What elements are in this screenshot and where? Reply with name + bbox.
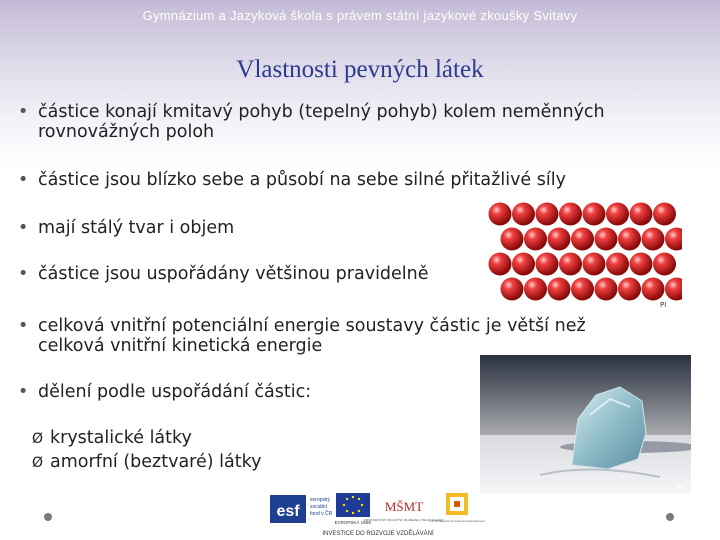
bullet-text: dělení podle uspořádání částic:: [38, 382, 312, 402]
slide-corner-dot: [666, 513, 674, 521]
op-logo: [429, 493, 484, 523]
particle-sphere: [571, 278, 594, 301]
particle-sphere: [583, 203, 606, 226]
particle-sphere: [501, 228, 524, 251]
particle-sphere: [665, 278, 682, 301]
ice-block-photo: [480, 355, 691, 494]
bullet-text: částice jsou uspořádány většinou pravidelně: [38, 264, 429, 284]
esf-caption-line: fond v ČR: [310, 511, 333, 517]
msmt-logo-text: MŠMT: [384, 499, 424, 514]
sub-item-text: amorfní (beztvaré) látky: [50, 452, 262, 472]
particle-sphere: [571, 228, 594, 251]
particle-sphere: [665, 228, 682, 251]
particle-sphere: [548, 278, 571, 301]
bullet-item: [18, 382, 478, 402]
particle-sphere: [536, 203, 559, 226]
particle-sphere: [489, 203, 512, 226]
particle-sphere: [512, 253, 535, 276]
particle-sphere: [489, 253, 512, 276]
particle-sphere: [559, 203, 582, 226]
bullet-text-continued: celková vnitřní kinetická energie: [38, 336, 323, 356]
particle-sphere: [630, 253, 653, 276]
particle-sphere: [512, 203, 535, 226]
bullet-item: [18, 264, 498, 284]
particle-sphere: [606, 253, 629, 276]
particle-sphere: [559, 253, 582, 276]
bullet-item: [18, 218, 478, 238]
op-caption: OP Vzdělávání pro konkurenceschopnost: [429, 519, 485, 523]
bullet-text-continued: rovnovážných poloh: [38, 122, 215, 142]
esf-logo-text: esf: [276, 503, 300, 520]
bullet-dot: •: [18, 218, 29, 238]
footer-logos: [268, 489, 488, 540]
bullet-dot: •: [18, 170, 29, 190]
slide-corner-dot: [44, 513, 52, 521]
arrow-bullet-icon: Ø: [32, 431, 44, 447]
arrow-bullet-icon: Ø: [32, 455, 44, 471]
particle-sphere: [653, 203, 676, 226]
particle-sphere: [501, 278, 524, 301]
particle-sphere: [630, 203, 653, 226]
bullet-item: [18, 316, 708, 356]
sub-list-item: [32, 450, 261, 475]
sub-list-item: [32, 426, 192, 451]
particle-sphere: [524, 228, 547, 251]
esf-caption-line: evropský: [310, 497, 331, 503]
bullet-text: mají stálý tvar i objem: [38, 218, 235, 238]
image-credit-label: PI: [660, 301, 667, 309]
particle-sphere: [653, 253, 676, 276]
particle-sphere: [618, 278, 641, 301]
bullet-item: [18, 170, 708, 190]
bullet-text: celková vnitřní potenciální energie soustavy částic je větší než: [38, 316, 586, 336]
msmt-caption: MINISTERSTVO ŠKOLSTVÍ, MLÁDEŽE A TĚLOVÝCHOVY: [364, 518, 444, 522]
esf-logo: [270, 495, 333, 523]
bullet-text: částice konají kmitavý pohyb (tepelný pohyb) kolem neměnných: [38, 102, 605, 122]
particle-sphere: [642, 278, 665, 301]
bullet-dot: •: [18, 382, 29, 402]
crystal-lattice-image: [486, 198, 682, 310]
particle-sphere: [595, 278, 618, 301]
particle-sphere: [618, 228, 641, 251]
bullet-dot: •: [18, 264, 29, 284]
sub-item-text: krystalické látky: [50, 428, 192, 448]
particle-sphere: [524, 278, 547, 301]
bullet-text: částice jsou blízko sebe a působí na sebe silné přitažlivé síly: [38, 170, 566, 190]
particle-sphere: [536, 253, 559, 276]
bullet-item: [18, 102, 708, 142]
particle-sphere: [583, 253, 606, 276]
bullet-dot: •: [18, 316, 29, 336]
particle-sphere: [606, 203, 629, 226]
particle-sphere: [595, 228, 618, 251]
particle-sphere: [548, 228, 571, 251]
school-header: Gymnázium a Jazyková škola s právem státní jazykové zkoušky Svitavy: [142, 8, 578, 23]
footer-tagline: INVESTICE DO ROZVOJE VZDĚLÁVÁNÍ: [322, 531, 434, 537]
image-credit-label: PI: [677, 484, 684, 492]
sphere-grid: [489, 203, 683, 301]
eu-flag-caption: EVROPSKÁ UNIE: [334, 520, 372, 525]
particle-sphere: [642, 228, 665, 251]
bullet-dot: •: [18, 102, 29, 122]
slide-title: Vlastnosti pevných látek: [236, 56, 484, 83]
esf-caption-line: sociální: [310, 504, 327, 510]
